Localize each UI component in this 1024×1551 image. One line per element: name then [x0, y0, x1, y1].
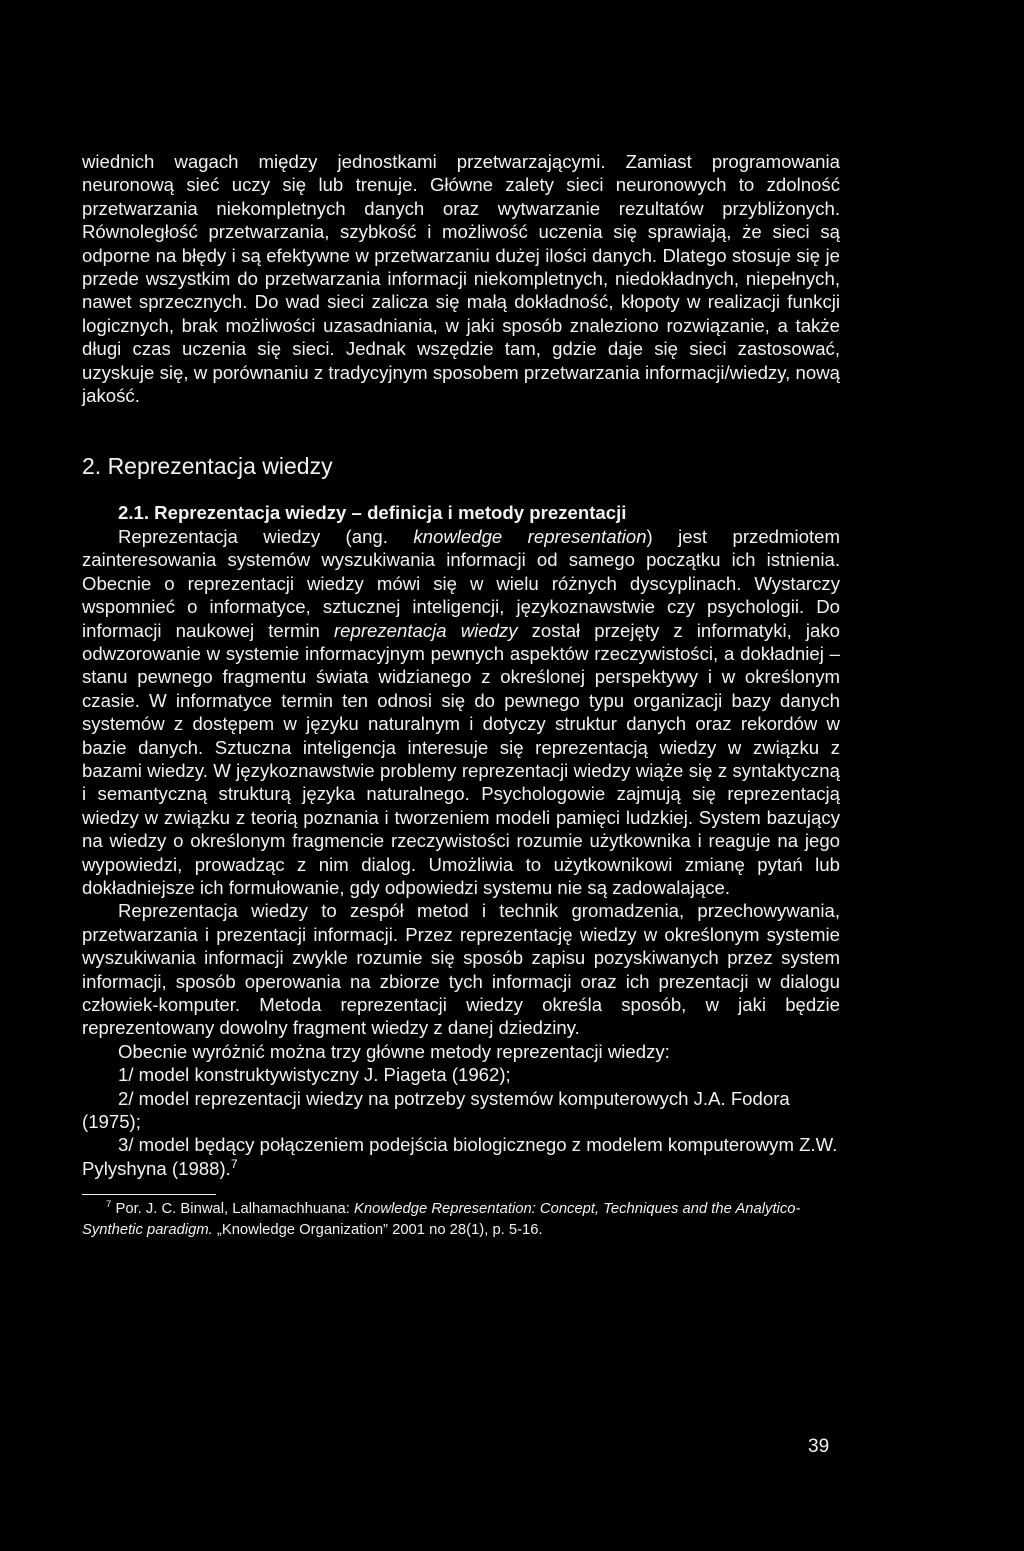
- italic-term: reprezentacja wiedzy: [333, 619, 518, 641]
- text-run: został przejęty z informatyki, jako odwzorowanie w systemie informacyjnym pewnych aspektów rzeczywistości, a dokładniej – stanu pewnego fragmentu świata widzianego z określonej perspektywy i w określonym czasie. W informatyce termin ten odnosi się do pewnego typu organizacji bazy danych systemów z dostępem w języku naturalnym i dotyczy struktur danych oraz rekordów w bazie danych. Sztuczna inteligencja interesuje się reprezentacją wiedzy w związku z bazami wiedzy. W językoznawstwie problemy reprezentacji wiedzy wiąże się z syntaktyczną i semantyczną strukturą języka naturalnego. Psychologowie zajmują się reprezentacją wiedzy w związku z teorią poznania i tworzeniem modeli pamięci ludzkiej. System bazujący na wiedzy o określonym fragmencie rzeczywistości rozumie użytkownika i reaguje na jego wypowiedzi, prowadząc z nim dialog. Umożliwia to użytkownikowi zmianę pytań lub dokładniejsze ich formułowanie, gdy odpowiedzi systemu nie są zadowalające.: [82, 619, 840, 898]
- footnote-title: Knowledge Representation: Concept, Techniques and the Analytico-Synthetic paradigm.: [82, 1201, 801, 1239]
- subsection-title: 2.1. Reprezentacja wiedzy – definicja i metody prezentacji: [118, 502, 627, 524]
- paragraph-list-intro: Obecnie wyróżnić można trzy główne metody reprezentacji wiedzy:: [118, 1040, 670, 1062]
- footnote: [82, 1199, 840, 1241]
- section-title: 2. Reprezentacja wiedzy: [82, 453, 333, 480]
- paragraph-definition: [82, 525, 840, 900]
- paragraph-intro: wiednich wagach między jednostkami przetwarzającymi. Zamiast programowania neuronową sieć uczy się lub trenuje. Główne zalety sieci neuronowych to zdolność przetwarzania niekompletnych danych oraz wytwarzanie rezultatów przybliżonych. Równoległość przetwarzania, szybkość i możliwość uczenia się sprawiają, że sieci są odporne na błędy i są efektywne w przetwarzaniu dużej ilości danych. Dlatego stosuje się je przede wszystkim do przetwarzania informacji niekompletnych, niedokładnych, niepełnych, nawet sprzecznych. Do wad sieci zalicza się małą dokładność, kłopoty w realizacji funkcji logicznych, brak możliwości uzasadniania, w jaki sposób znaleziono rozwiązanie, a także długi czas uczenia się sieci. Jednak wszędzie tam, gdzie daje się sieci zastosować, uzyskuje się, w porównaniu z tradycyjnym sposobem przetwarzania informacji/wiedzy, nową jakość.: [82, 151, 840, 407]
- italic-term: knowledge representation: [413, 525, 647, 547]
- text-run: ) jest przedmiotem zainteresowania systemów wyszukiwania informacji od samego początku ich istnienia. Obecnie o reprezentacji wiedzy mówi się w wielu różnych dyscyplinach. Wystarczy wspomnieć o informatyce, sztucznej inteligencji, językoznawstwie czy psychologii. Do informacji naukowej termin: [82, 525, 840, 641]
- paragraph-methods: Reprezentacja wiedzy to zespół metod i technik gromadzenia, przechowywania, przetwarzania i prezentacji informacji. Przez reprezentację wiedzy w określonym systemie wyszukiwania informacji zwykle rozumie się sposób zapisu pozyskiwanych przez system informacji, sposób operowania na zbiorze tych informacji oraz ich prezentacji w dialogu człowiek-komputer. Metoda reprezentacji wiedzy określa sposób, w jaki będzie reprezentowany dowolny fragment wiedzy z danej dziedziny.: [82, 900, 840, 1039]
- list-item: 1/ model konstruktywistyczny J. Piageta (1962);: [118, 1064, 511, 1086]
- footnote-text: Por. J. C. Binwal, Lalhamachhuana:: [111, 1201, 354, 1218]
- footnote-divider: [82, 1194, 216, 1195]
- footnote-reference: 7: [230, 1156, 238, 1171]
- footnote-text: „Knowledge Organization” 2001 no 28(1), p. 5-16.: [212, 1222, 543, 1239]
- footnote-marker: 7: [106, 1199, 112, 1211]
- list-item-text: 3/ model będący połączeniem podejścia biologicznego z modelem komputerowym Z.W. Pylyshyna (1988).: [82, 1134, 838, 1179]
- text-run: Reprezentacja wiedzy (ang.: [118, 525, 414, 547]
- page-content: [82, 150, 840, 1241]
- list-item: [82, 1133, 840, 1180]
- list-item: 2/ model reprezentacji wiedzy na potrzeby systemów komputerowych J.A. Fodora (1975);: [82, 1087, 790, 1133]
- page-number: 39: [808, 1436, 830, 1457]
